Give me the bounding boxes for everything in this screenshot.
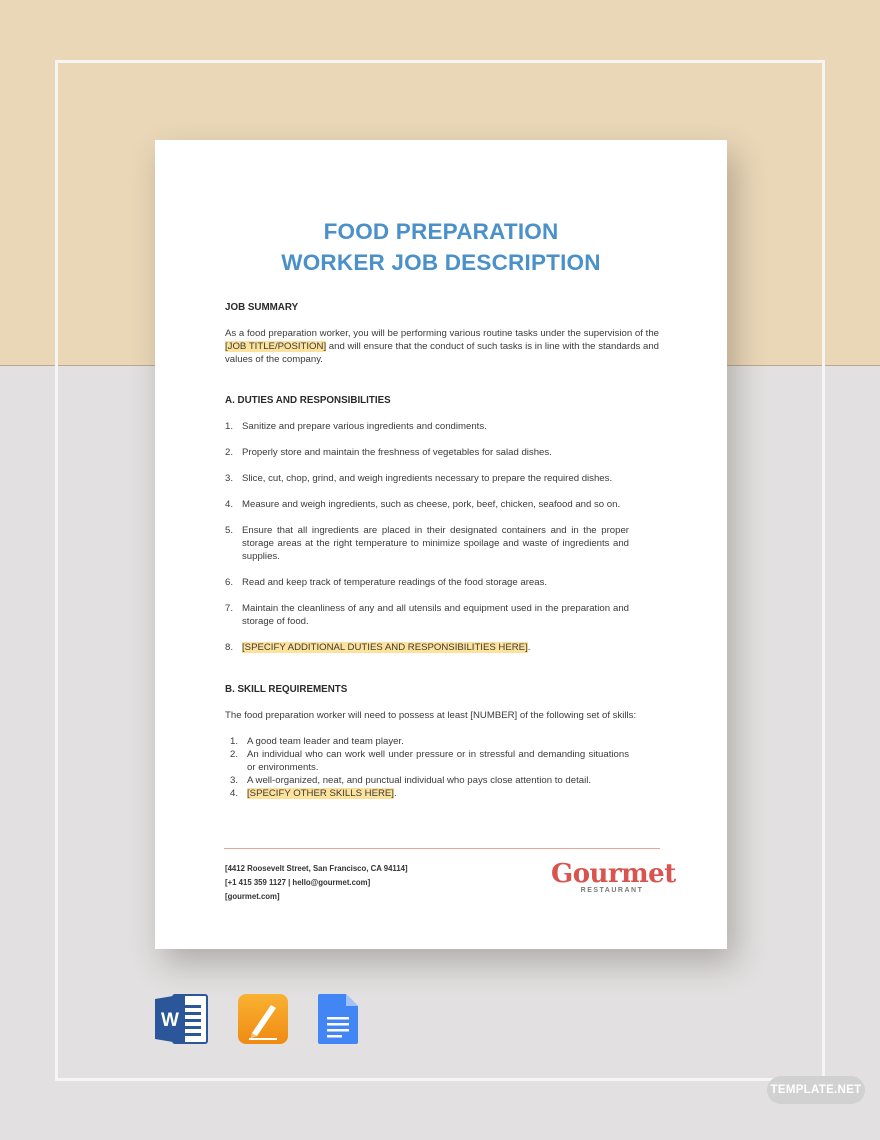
duty-item: 8. [SPECIFY ADDITIONAL DUTIES AND RESPONSIBILITIES HERE]. [225, 642, 531, 653]
job-title-placeholder[interactable]: [JOB TITLE/POSITION] [225, 341, 327, 352]
job-summary-text: As a food preparation worker, you will be performing various routine tasks under the supervision of the [JOB TITLE/POSITION] and will ensure that the conduct of such tasks is in line with the standards and values of the company. [225, 328, 660, 365]
additional-duties-placeholder[interactable]: [SPECIFY ADDITIONAL DUTIES AND RESPONSIBILITIES HERE] [242, 642, 528, 653]
skill-item: 4. [SPECIFY OTHER SKILLS HERE]. [230, 788, 397, 799]
duties-heading: A. DUTIES AND RESPONSIBILITIES [225, 395, 391, 406]
document-title [155, 216, 727, 278]
skills-list [225, 735, 659, 800]
skills-heading: B. SKILL REQUIREMENTS [225, 684, 348, 695]
duty-item: 5. Ensure that all ingredients are placed in their designated containers and in the proper storage areas at the right temperature to minimize spoilage and waste of ingredients and supplies. [225, 525, 629, 562]
skill-item: 3. A well-organized, neat, and punctual individual who pays close attention to detail. [230, 775, 591, 786]
template-net-watermark: TEMPLATE.NET [767, 1076, 865, 1104]
duties-list [225, 420, 659, 654]
document-footer [225, 862, 408, 904]
skills-intro: The food preparation worker will need to possess at least [NUMBER] of the following set of skills: [225, 710, 637, 721]
apple-pages-icon[interactable] [237, 993, 289, 1045]
duty-item: 1. Sanitize and prepare various ingredients and condiments. [225, 421, 487, 432]
other-skills-placeholder[interactable]: [SPECIFY OTHER SKILLS HERE] [247, 788, 394, 799]
footer-website: [gourmet.com] [225, 892, 280, 901]
duty-item: 6. Read and keep track of temperature readings of the food storage areas. [225, 577, 548, 588]
logo-wordmark: Gourmet [551, 859, 676, 889]
skill-item: 2. An individual who can work well under pressure or in stressful and demanding situations or environments. [230, 749, 629, 773]
duty-item: 3. Slice, cut, chop, grind, and weigh ingredients necessary to prepare the required dishes. [225, 473, 613, 484]
footer-divider [224, 848, 660, 849]
duty-item: 4. Measure and weigh ingredients, such as cheese, pork, beef, chicken, seafood and so on. [225, 499, 621, 510]
footer-contact: [+1 415 359 1127 | hello@gourmet.com] [225, 878, 371, 887]
duty-item: 7. Maintain the cleanliness of any and all utensils and equipment used in the preparation and storage of food. [225, 603, 629, 627]
duty-item: 2. Properly store and maintain the freshness of vegetables for salad dishes. [225, 447, 552, 458]
document-page [155, 140, 727, 949]
title-line-1: FOOD PREPARATION [323, 219, 559, 244]
restaurant-logo [551, 859, 676, 894]
title-line-2: WORKER JOB DESCRIPTION [281, 250, 601, 275]
microsoft-word-icon[interactable] [155, 993, 209, 1045]
document-body [225, 301, 659, 800]
logo-subtitle: RESTAURANT [580, 887, 644, 894]
svg-text:W: W [161, 1010, 179, 1031]
skill-item: 1. A good team leader and team player. [230, 736, 404, 747]
footer-address: [4412 Roosevelt Street, San Francisco, CA 94114] [225, 864, 408, 873]
job-summary-heading: JOB SUMMARY [225, 302, 299, 313]
google-docs-icon[interactable] [317, 993, 359, 1045]
